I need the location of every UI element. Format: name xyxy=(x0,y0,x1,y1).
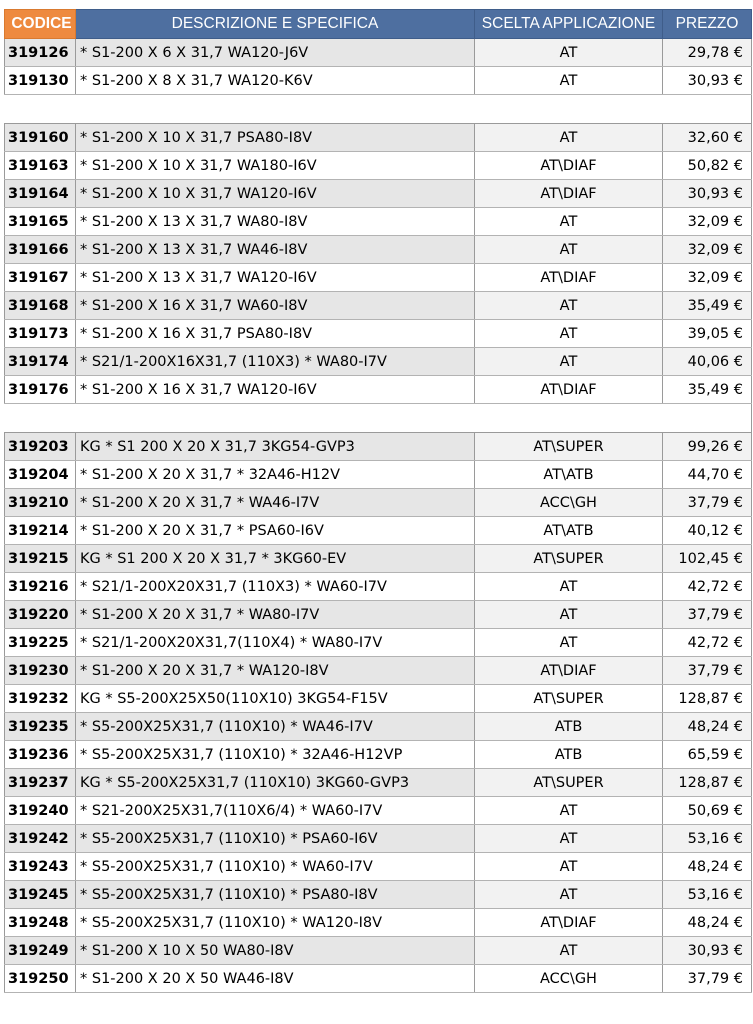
cell-price: 65,59 € xyxy=(663,741,752,769)
table-row xyxy=(5,629,752,657)
table-row xyxy=(5,909,752,937)
table-row xyxy=(5,853,752,881)
cell-application: AT xyxy=(475,601,663,629)
cell-description: * S1-200 X 16 X 31,7 PSA80-I8V xyxy=(76,320,475,348)
cell-description: * S1-200 X 10 X 31,7 WA180-I6V xyxy=(76,152,475,180)
cell-description: * S5-200X25X31,7 (110X10) * WA46-I7V xyxy=(76,713,475,741)
table-row xyxy=(5,685,752,713)
cell-description: * S1-200 X 8 X 31,7 WA120-K6V xyxy=(76,67,475,95)
cell-application: AT\SUPER xyxy=(475,433,663,461)
table-row xyxy=(5,797,752,825)
table-row xyxy=(5,236,752,264)
cell-application: AT\DIAF xyxy=(475,264,663,292)
cell-application: AT xyxy=(475,292,663,320)
cell-price: 128,87 € xyxy=(663,685,752,713)
cell-description: KG * S5-200X25X50(110X10) 3KG54-F15V xyxy=(76,685,475,713)
cell-application: AT xyxy=(475,853,663,881)
gap-cell xyxy=(663,404,752,433)
cell-code: 319220 xyxy=(5,601,76,629)
cell-application: AT xyxy=(475,67,663,95)
cell-description: * S1-200 X 10 X 31,7 WA120-I6V xyxy=(76,180,475,208)
cell-application: AT xyxy=(475,208,663,236)
cell-description: * S1-200 X 20 X 50 WA46-I8V xyxy=(76,965,475,993)
cell-code: 319168 xyxy=(5,292,76,320)
cell-application: AT\ATB xyxy=(475,461,663,489)
table-row xyxy=(5,965,752,993)
cell-description: * S5-200X25X31,7 (110X10) * PSA80-I8V xyxy=(76,881,475,909)
cell-description: * S1-200 X 16 X 31,7 WA60-I8V xyxy=(76,292,475,320)
table-header-row xyxy=(5,10,752,39)
table-row xyxy=(5,461,752,489)
table-row xyxy=(5,433,752,461)
cell-description: * S1-200 X 13 X 31,7 WA80-I8V xyxy=(76,208,475,236)
section-gap-row xyxy=(5,95,752,124)
table-row xyxy=(5,264,752,292)
cell-description: * S21-200X25X31,7(110X6/4) * WA60-I7V xyxy=(76,797,475,825)
cell-application: ACC\GH xyxy=(475,489,663,517)
table-row xyxy=(5,825,752,853)
cell-code: 319173 xyxy=(5,320,76,348)
table-row xyxy=(5,517,752,545)
table-row xyxy=(5,124,752,152)
cell-description: * S1-200 X 13 X 31,7 WA46-I8V xyxy=(76,236,475,264)
cell-price: 48,24 € xyxy=(663,853,752,881)
cell-code: 319203 xyxy=(5,433,76,461)
cell-code: 319215 xyxy=(5,545,76,573)
cell-code: 319174 xyxy=(5,348,76,376)
cell-code: 319163 xyxy=(5,152,76,180)
cell-price: 128,87 € xyxy=(663,769,752,797)
table-row xyxy=(5,741,752,769)
table-row xyxy=(5,320,752,348)
cell-price: 53,16 € xyxy=(663,881,752,909)
cell-application: AT xyxy=(475,236,663,264)
cell-code: 319204 xyxy=(5,461,76,489)
cell-code: 319232 xyxy=(5,685,76,713)
cell-code: 319210 xyxy=(5,489,76,517)
cell-code: 319240 xyxy=(5,797,76,825)
gap-cell xyxy=(475,404,663,433)
cell-price: 37,79 € xyxy=(663,657,752,685)
header-code: CODICE xyxy=(5,10,76,39)
header-description: DESCRIZIONE E SPECIFICA xyxy=(76,10,475,39)
cell-description: * S21/1-200X20X31,7(110X4) * WA80-I7V xyxy=(76,629,475,657)
table-row xyxy=(5,292,752,320)
cell-description: * S21/1-200X16X31,7 (110X3) * WA80-I7V xyxy=(76,348,475,376)
table-row xyxy=(5,348,752,376)
table-row xyxy=(5,208,752,236)
cell-code: 319249 xyxy=(5,937,76,965)
cell-price: 50,82 € xyxy=(663,152,752,180)
cell-price: 32,09 € xyxy=(663,208,752,236)
cell-code: 319248 xyxy=(5,909,76,937)
cell-description: * S1-200 X 13 X 31,7 WA120-I6V xyxy=(76,264,475,292)
cell-price: 102,45 € xyxy=(663,545,752,573)
price-list-table xyxy=(4,9,752,993)
cell-price: 30,93 € xyxy=(663,67,752,95)
cell-description: * S1-200 X 20 X 31,7 * WA120-I8V xyxy=(76,657,475,685)
cell-price: 53,16 € xyxy=(663,825,752,853)
cell-application: AT\DIAF xyxy=(475,152,663,180)
section-gap-row xyxy=(5,404,752,433)
table-row xyxy=(5,601,752,629)
cell-code: 319243 xyxy=(5,853,76,881)
cell-description: * S1-200 X 20 X 31,7 * 32A46-H12V xyxy=(76,461,475,489)
cell-price: 30,93 € xyxy=(663,937,752,965)
cell-application: AT xyxy=(475,320,663,348)
cell-description: * S1-200 X 10 X 50 WA80-I8V xyxy=(76,937,475,965)
cell-application: ATB xyxy=(475,713,663,741)
cell-price: 50,69 € xyxy=(663,797,752,825)
table-row xyxy=(5,67,752,95)
cell-description: * S1-200 X 20 X 31,7 * PSA60-I6V xyxy=(76,517,475,545)
cell-application: AT xyxy=(475,124,663,152)
cell-application: AT\DIAF xyxy=(475,657,663,685)
table-row xyxy=(5,937,752,965)
cell-code: 319225 xyxy=(5,629,76,657)
table-row xyxy=(5,713,752,741)
cell-code: 319165 xyxy=(5,208,76,236)
cell-application: AT xyxy=(475,825,663,853)
gap-cell xyxy=(663,95,752,124)
cell-code: 319164 xyxy=(5,180,76,208)
cell-description: KG * S1 200 X 20 X 31,7 3KG54-GVP3 xyxy=(76,433,475,461)
header-application: SCELTA APPLICAZIONE xyxy=(475,10,663,39)
cell-application: AT\SUPER xyxy=(475,685,663,713)
cell-price: 40,06 € xyxy=(663,348,752,376)
cell-code: 319242 xyxy=(5,825,76,853)
cell-price: 99,26 € xyxy=(663,433,752,461)
cell-code: 319167 xyxy=(5,264,76,292)
cell-application: ATB xyxy=(475,741,663,769)
cell-code: 319230 xyxy=(5,657,76,685)
cell-price: 35,49 € xyxy=(663,292,752,320)
cell-price: 42,72 € xyxy=(663,629,752,657)
cell-application: AT xyxy=(475,573,663,601)
cell-code: 319166 xyxy=(5,236,76,264)
cell-description: * S5-200X25X31,7 (110X10) * WA60-I7V xyxy=(76,853,475,881)
cell-application: AT xyxy=(475,797,663,825)
cell-description: * S1-200 X 6 X 31,7 WA120-J6V xyxy=(76,39,475,67)
cell-application: AT xyxy=(475,39,663,67)
table-row xyxy=(5,152,752,180)
table-row xyxy=(5,180,752,208)
cell-code: 319216 xyxy=(5,573,76,601)
table-row xyxy=(5,376,752,404)
cell-price: 37,79 € xyxy=(663,601,752,629)
cell-application: AT\ATB xyxy=(475,517,663,545)
cell-application: AT xyxy=(475,348,663,376)
cell-application: AT\DIAF xyxy=(475,376,663,404)
cell-description: * S1-200 X 10 X 31,7 PSA80-I8V xyxy=(76,124,475,152)
cell-price: 30,93 € xyxy=(663,180,752,208)
cell-application: AT\DIAF xyxy=(475,180,663,208)
cell-application: AT xyxy=(475,881,663,909)
cell-price: 35,49 € xyxy=(663,376,752,404)
table-row xyxy=(5,657,752,685)
cell-code: 319214 xyxy=(5,517,76,545)
cell-description: KG * S5-200X25X31,7 (110X10) 3KG60-GVP3 xyxy=(76,769,475,797)
cell-price: 29,78 € xyxy=(663,39,752,67)
cell-description: * S21/1-200X20X31,7 (110X3) * WA60-I7V xyxy=(76,573,475,601)
cell-description: * S1-200 X 20 X 31,7 * WA80-I7V xyxy=(76,601,475,629)
cell-price: 32,09 € xyxy=(663,236,752,264)
table-row xyxy=(5,489,752,517)
cell-price: 44,70 € xyxy=(663,461,752,489)
cell-price: 40,12 € xyxy=(663,517,752,545)
table-row xyxy=(5,769,752,797)
cell-code: 319250 xyxy=(5,965,76,993)
cell-code: 319176 xyxy=(5,376,76,404)
gap-cell xyxy=(5,404,76,433)
cell-application: AT xyxy=(475,629,663,657)
cell-code: 319160 xyxy=(5,124,76,152)
cell-description: * S5-200X25X31,7 (110X10) * WA120-I8V xyxy=(76,909,475,937)
table-row xyxy=(5,39,752,67)
cell-price: 39,05 € xyxy=(663,320,752,348)
cell-application: AT xyxy=(475,937,663,965)
cell-code: 319126 xyxy=(5,39,76,67)
cell-price: 32,09 € xyxy=(663,264,752,292)
cell-application: AT\SUPER xyxy=(475,769,663,797)
header-price: PREZZO xyxy=(663,10,752,39)
cell-code: 319236 xyxy=(5,741,76,769)
gap-cell xyxy=(5,95,76,124)
gap-cell xyxy=(76,95,475,124)
cell-price: 32,60 € xyxy=(663,124,752,152)
cell-price: 37,79 € xyxy=(663,965,752,993)
table-row xyxy=(5,881,752,909)
cell-application: AT\SUPER xyxy=(475,545,663,573)
cell-description: * S5-200X25X31,7 (110X10) * 32A46-H12VP xyxy=(76,741,475,769)
cell-description: * S1-200 X 20 X 31,7 * WA46-I7V xyxy=(76,489,475,517)
cell-code: 319235 xyxy=(5,713,76,741)
cell-code: 319245 xyxy=(5,881,76,909)
cell-code: 319237 xyxy=(5,769,76,797)
cell-price: 37,79 € xyxy=(663,489,752,517)
gap-cell xyxy=(475,95,663,124)
cell-description: * S1-200 X 16 X 31,7 WA120-I6V xyxy=(76,376,475,404)
cell-description: * S5-200X25X31,7 (110X10) * PSA60-I6V xyxy=(76,825,475,853)
cell-description: KG * S1 200 X 20 X 31,7 * 3KG60-EV xyxy=(76,545,475,573)
cell-price: 48,24 € xyxy=(663,713,752,741)
cell-price: 48,24 € xyxy=(663,909,752,937)
cell-price: 42,72 € xyxy=(663,573,752,601)
table-row xyxy=(5,545,752,573)
cell-application: ACC\GH xyxy=(475,965,663,993)
cell-application: AT\DIAF xyxy=(475,909,663,937)
gap-cell xyxy=(76,404,475,433)
table-row xyxy=(5,573,752,601)
cell-code: 319130 xyxy=(5,67,76,95)
